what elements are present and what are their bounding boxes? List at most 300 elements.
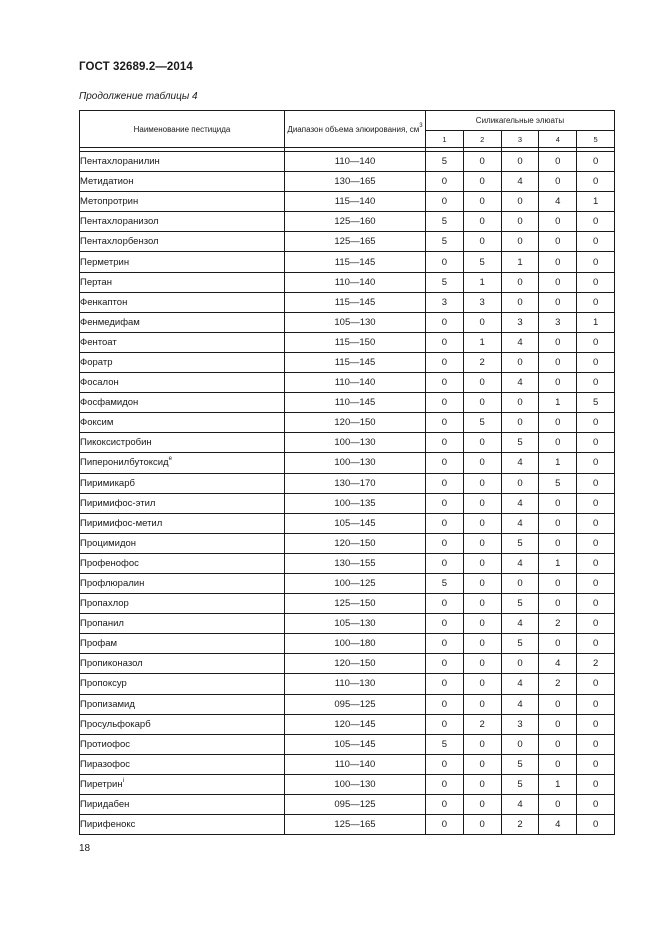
pesticide-name: Фоксим: [80, 417, 114, 429]
eluate-2-value: 0: [463, 674, 501, 694]
eluate-4-value: 1: [539, 393, 577, 413]
eluate-2-value: 0: [463, 634, 501, 654]
eluate-1-value: 0: [426, 192, 464, 212]
eluate-5-value: 0: [577, 734, 615, 754]
elution-range-cell: 110—140: [285, 272, 426, 292]
eluate-1-value: 5: [426, 272, 464, 292]
eluate-2-value: 3: [463, 292, 501, 312]
eluate-1-value: 0: [426, 493, 464, 513]
pesticide-name: Пиретрин: [80, 778, 123, 790]
eluate-4-value: 1: [539, 774, 577, 794]
eluate-3-value: 0: [501, 473, 539, 493]
eluate-3-value: 5: [501, 433, 539, 453]
eluate-3-value: 0: [501, 192, 539, 212]
column-header-eluate-5: 5: [577, 131, 615, 148]
table-row: [80, 795, 615, 815]
pesticide-name: Профам: [80, 638, 118, 650]
eluate-2-value: 0: [463, 774, 501, 794]
table-row: [80, 493, 615, 513]
elution-range-cell: 110—130: [285, 674, 426, 694]
eluate-4-value: 2: [539, 614, 577, 634]
table-row: [80, 553, 615, 573]
pesticide-name-cell: [80, 453, 285, 473]
eluate-2-value: 0: [463, 393, 501, 413]
eluate-2-value: 2: [463, 714, 501, 734]
eluate-5-value: 0: [577, 774, 615, 794]
pesticide-name: Профлюралин: [80, 578, 145, 590]
table-row: [80, 614, 615, 634]
eluate-4-value: 0: [539, 172, 577, 192]
table-row: [80, 192, 615, 212]
eluate-2-value: 0: [463, 734, 501, 754]
elution-range-cell: 100—130: [285, 774, 426, 794]
footnote-marker: i: [122, 777, 124, 784]
eluate-3-value: 0: [501, 272, 539, 292]
pesticide-name-cell: [80, 754, 285, 774]
pesticide-name-cell: [80, 292, 285, 312]
eluate-2-value: 0: [463, 453, 501, 473]
eluate-5-value: 0: [577, 232, 615, 252]
elution-range-cell: 115—140: [285, 192, 426, 212]
pesticide-name: Протиофос: [80, 738, 130, 750]
pesticide-name-cell: [80, 152, 285, 172]
eluate-5-value: 0: [577, 795, 615, 815]
eluate-1-value: 5: [426, 152, 464, 172]
eluate-1-value: 0: [426, 694, 464, 714]
eluate-5-value: 0: [577, 332, 615, 352]
eluate-4-value: 0: [539, 714, 577, 734]
table-row: [80, 413, 615, 433]
pesticide-name-cell: [80, 795, 285, 815]
table-row: [80, 634, 615, 654]
pesticide-name-cell: [80, 473, 285, 493]
eluate-2-value: 0: [463, 433, 501, 453]
eluate-2-value: 2: [463, 352, 501, 372]
eluate-1-value: 0: [426, 634, 464, 654]
eluate-3-value: 4: [501, 513, 539, 533]
elution-range-cell: 115—150: [285, 332, 426, 352]
pesticide-name-cell: [80, 654, 285, 674]
eluate-5-value: 5: [577, 393, 615, 413]
eluate-1-value: 0: [426, 433, 464, 453]
eluate-2-value: 0: [463, 654, 501, 674]
pesticide-name: Форатр: [80, 356, 113, 368]
eluate-3-value: 0: [501, 212, 539, 232]
pesticide-name-cell: [80, 393, 285, 413]
pesticide-name-cell: [80, 634, 285, 654]
eluate-1-value: 0: [426, 513, 464, 533]
pesticide-name: Пиримифос-этил: [80, 497, 156, 509]
eluate-5-value: 0: [577, 553, 615, 573]
column-header-eluate-1: 1: [426, 131, 464, 148]
eluate-4-value: 3: [539, 312, 577, 332]
elution-range-cell: 110—140: [285, 754, 426, 774]
eluate-4-value: 0: [539, 152, 577, 172]
table-row: [80, 594, 615, 614]
eluate-5-value: 0: [577, 292, 615, 312]
pesticide-name-cell: [80, 694, 285, 714]
eluate-1-value: 5: [426, 212, 464, 232]
table-row: [80, 533, 615, 553]
table-row: [80, 232, 615, 252]
eluate-1-value: 0: [426, 453, 464, 473]
pesticide-name-cell: [80, 553, 285, 573]
elution-range-cell: 125—150: [285, 594, 426, 614]
pesticide-name-cell: [80, 413, 285, 433]
eluate-4-value: 0: [539, 573, 577, 593]
eluate-5-value: 0: [577, 594, 615, 614]
eluate-5-value: 0: [577, 352, 615, 372]
eluate-3-value: 0: [501, 152, 539, 172]
pesticide-name: Пентахлорбензол: [80, 236, 159, 248]
eluate-4-value: 0: [539, 795, 577, 815]
table-row: [80, 774, 615, 794]
elution-range-cell: 100—135: [285, 493, 426, 513]
pesticide-name-cell: [80, 212, 285, 232]
table-row: [80, 252, 615, 272]
eluate-3-value: 4: [501, 553, 539, 573]
eluate-4-value: 0: [539, 292, 577, 312]
table-row: [80, 312, 615, 332]
elution-range-cell: 105—145: [285, 734, 426, 754]
pesticide-name: Пирифенокс: [80, 819, 136, 831]
eluate-1-value: 0: [426, 553, 464, 573]
eluate-2-value: 0: [463, 172, 501, 192]
eluate-1-value: 0: [426, 654, 464, 674]
eluate-2-value: 0: [463, 614, 501, 634]
eluate-4-value: 0: [539, 694, 577, 714]
pesticide-name: Метопротрин: [80, 196, 139, 208]
eluate-2-value: 0: [463, 533, 501, 553]
eluate-5-value: 0: [577, 172, 615, 192]
eluate-2-value: 5: [463, 252, 501, 272]
eluate-1-value: 0: [426, 172, 464, 192]
elution-range-cell: 120—150: [285, 413, 426, 433]
eluate-1-value: 0: [426, 533, 464, 553]
pesticide-name-cell: [80, 815, 285, 835]
document-code: ГОСТ 32689.2—2014: [79, 61, 193, 73]
eluate-3-value: 4: [501, 795, 539, 815]
pesticide-name-cell: [80, 172, 285, 192]
eluate-1-value: 0: [426, 815, 464, 835]
eluate-5-value: 0: [577, 373, 615, 393]
elution-range-cell: 115—145: [285, 252, 426, 272]
eluate-2-value: 1: [463, 332, 501, 352]
table-row: [80, 453, 615, 473]
pesticide-name-cell: [80, 433, 285, 453]
table-row: [80, 152, 615, 172]
table-row: [80, 352, 615, 372]
eluate-4-value: 0: [539, 232, 577, 252]
elution-range-cell: 115—145: [285, 292, 426, 312]
pesticide-name: Пропиконазол: [80, 658, 143, 670]
elution-range-cell: 120—145: [285, 714, 426, 734]
eluate-1-value: 0: [426, 413, 464, 433]
eluate-4-value: 0: [539, 352, 577, 372]
eluate-1-value: 0: [426, 473, 464, 493]
pesticide-name: Пропахлор: [80, 598, 129, 610]
eluate-3-value: 0: [501, 292, 539, 312]
eluate-2-value: 5: [463, 413, 501, 433]
pesticide-name-cell: [80, 734, 285, 754]
elution-range-cell: 130—155: [285, 553, 426, 573]
elution-range-cell: 115—145: [285, 352, 426, 372]
eluate-5-value: 1: [577, 312, 615, 332]
table-row: [80, 292, 615, 312]
eluate-2-value: 0: [463, 212, 501, 232]
table-row: [80, 573, 615, 593]
pesticide-name-cell: [80, 513, 285, 533]
eluate-5-value: 0: [577, 473, 615, 493]
eluate-1-value: 0: [426, 795, 464, 815]
eluate-1-value: 0: [426, 594, 464, 614]
elution-range-cell: 120—150: [285, 533, 426, 553]
pesticide-name: Пиримикарб: [80, 477, 135, 489]
eluate-5-value: 0: [577, 493, 615, 513]
table-row: [80, 212, 615, 232]
elution-range-cell: 125—160: [285, 212, 426, 232]
eluate-2-value: 0: [463, 573, 501, 593]
eluate-3-value: 0: [501, 393, 539, 413]
eluate-5-value: 0: [577, 614, 615, 634]
table-row: [80, 694, 615, 714]
eluate-2-value: 0: [463, 694, 501, 714]
eluate-2-value: 0: [463, 754, 501, 774]
table-row: [80, 674, 615, 694]
table-row: [80, 513, 615, 533]
table-row: [80, 473, 615, 493]
eluate-4-value: 0: [539, 332, 577, 352]
pesticide-name: Фенмедифам: [80, 316, 140, 328]
elution-range-cell: 100—130: [285, 433, 426, 453]
pesticide-name-cell: [80, 774, 285, 794]
eluate-2-value: 0: [463, 373, 501, 393]
eluate-4-value: 0: [539, 493, 577, 513]
elution-range-cell: 110—140: [285, 152, 426, 172]
eluate-2-value: 0: [463, 513, 501, 533]
eluate-5-value: 0: [577, 433, 615, 453]
pesticide-name-cell: [80, 614, 285, 634]
pesticide-name-cell: [80, 573, 285, 593]
eluate-3-value: 3: [501, 312, 539, 332]
eluate-5-value: 0: [577, 674, 615, 694]
eluate-2-value: 0: [463, 473, 501, 493]
eluate-5-value: 0: [577, 212, 615, 232]
eluate-2-value: 0: [463, 312, 501, 332]
eluate-5-value: 0: [577, 272, 615, 292]
pesticide-name-cell: [80, 594, 285, 614]
eluate-3-value: 4: [501, 373, 539, 393]
pesticide-name: Процимидон: [80, 537, 137, 549]
column-header-pesticide: Наименование пестицида: [80, 111, 285, 148]
table-row: [80, 734, 615, 754]
pesticide-name: Профенофос: [80, 557, 139, 569]
eluate-3-value: 1: [501, 252, 539, 272]
elution-range-cell: 110—145: [285, 393, 426, 413]
eluate-1-value: 0: [426, 312, 464, 332]
table-row: [80, 815, 615, 835]
eluate-5-value: 0: [577, 413, 615, 433]
eluate-5-value: 2: [577, 654, 615, 674]
eluate-5-value: 0: [577, 152, 615, 172]
eluate-2-value: 0: [463, 815, 501, 835]
eluate-3-value: 4: [501, 493, 539, 513]
eluate-3-value: 4: [501, 332, 539, 352]
eluate-3-value: 2: [501, 815, 539, 835]
eluate-1-value: 0: [426, 714, 464, 734]
table-row: [80, 332, 615, 352]
table-row: [80, 754, 615, 774]
pesticide-name: Пропоксур: [80, 678, 127, 690]
pesticide-name-cell: [80, 493, 285, 513]
eluate-4-value: 4: [539, 192, 577, 212]
eluate-3-value: 0: [501, 734, 539, 754]
column-header-range-unit: 3: [419, 122, 423, 129]
table-row: [80, 272, 615, 292]
eluate-2-value: 0: [463, 152, 501, 172]
table-row: [80, 714, 615, 734]
elution-range-cell: 100—130: [285, 453, 426, 473]
eluate-3-value: 3: [501, 714, 539, 734]
eluate-4-value: 1: [539, 553, 577, 573]
pesticide-name-cell: [80, 192, 285, 212]
eluate-5-value: 0: [577, 634, 615, 654]
pesticide-name: Фосфамидон: [80, 397, 139, 409]
eluate-3-value: 4: [501, 453, 539, 473]
eluate-1-value: 5: [426, 734, 464, 754]
footnote-marker: е: [168, 456, 172, 463]
eluate-3-value: 4: [501, 694, 539, 714]
eluate-3-value: 5: [501, 634, 539, 654]
pesticide-name: Пиперонилбутоксид: [80, 457, 169, 469]
pesticide-name-cell: [80, 252, 285, 272]
pesticide-name: Перметрин: [80, 256, 130, 268]
column-header-eluate-2: 2: [463, 131, 501, 148]
eluate-3-value: 0: [501, 573, 539, 593]
eluate-5-value: 0: [577, 573, 615, 593]
eluate-4-value: 0: [539, 272, 577, 292]
eluate-3-value: 5: [501, 533, 539, 553]
eluate-4-value: 0: [539, 433, 577, 453]
eluate-5-value: 0: [577, 453, 615, 473]
table-body: [80, 148, 615, 835]
eluate-2-value: 0: [463, 553, 501, 573]
pesticide-name: Пиразофос: [80, 758, 130, 770]
eluate-4-value: 0: [539, 734, 577, 754]
pesticide-name: Пертан: [80, 276, 112, 288]
table-caption: Продолжение таблицы 4: [79, 91, 198, 102]
eluate-1-value: 0: [426, 352, 464, 372]
pesticide-name: Пропанил: [80, 618, 124, 630]
eluate-1-value: 0: [426, 373, 464, 393]
eluate-1-value: 3: [426, 292, 464, 312]
eluate-1-value: 0: [426, 332, 464, 352]
column-header-eluate-3: 3: [501, 131, 539, 148]
pesticide-name: Пикоксистробин: [80, 437, 152, 449]
eluate-5-value: 0: [577, 815, 615, 835]
eluate-4-value: 0: [539, 634, 577, 654]
elution-range-cell: 095—125: [285, 795, 426, 815]
table-row: [80, 172, 615, 192]
eluate-4-value: 0: [539, 594, 577, 614]
elution-range-cell: 125—165: [285, 815, 426, 835]
elution-range-cell: 130—165: [285, 172, 426, 192]
eluate-2-value: 0: [463, 232, 501, 252]
eluate-4-value: 0: [539, 413, 577, 433]
eluate-1-value: 0: [426, 774, 464, 794]
eluate-1-value: 5: [426, 232, 464, 252]
eluate-table: [79, 110, 615, 835]
eluate-3-value: 5: [501, 774, 539, 794]
eluate-4-value: 0: [539, 373, 577, 393]
table-row: [80, 433, 615, 453]
pesticide-name-cell: [80, 332, 285, 352]
eluate-1-value: 0: [426, 614, 464, 634]
eluate-3-value: 4: [501, 674, 539, 694]
elution-range-cell: 120—150: [285, 654, 426, 674]
page-number: 18: [79, 843, 91, 854]
eluate-3-value: 0: [501, 352, 539, 372]
elution-range-cell: 110—140: [285, 373, 426, 393]
pesticide-name: Пиримифос-метил: [80, 517, 163, 529]
pesticide-name: Фенкаптон: [80, 296, 128, 308]
eluate-2-value: 1: [463, 272, 501, 292]
eluate-3-value: 0: [501, 654, 539, 674]
elution-range-cell: 105—130: [285, 614, 426, 634]
elution-range-cell: 130—170: [285, 473, 426, 493]
eluate-5-value: 0: [577, 252, 615, 272]
pesticide-name-cell: [80, 674, 285, 694]
table-row: [80, 373, 615, 393]
eluate-1-value: 0: [426, 393, 464, 413]
pesticide-name-cell: [80, 232, 285, 252]
eluate-2-value: 0: [463, 493, 501, 513]
eluate-4-value: 1: [539, 453, 577, 473]
eluate-4-value: 4: [539, 815, 577, 835]
eluate-4-value: 0: [539, 533, 577, 553]
eluate-5-value: 0: [577, 513, 615, 533]
pesticide-name-cell: [80, 272, 285, 292]
pesticide-name: Фосалон: [80, 377, 119, 389]
eluate-5-value: 0: [577, 714, 615, 734]
pesticide-name: Метидатион: [80, 176, 134, 188]
eluate-2-value: 0: [463, 594, 501, 614]
eluate-4-value: 4: [539, 654, 577, 674]
eluate-5-value: 0: [577, 694, 615, 714]
eluate-3-value: 5: [501, 754, 539, 774]
elution-range-cell: 125—165: [285, 232, 426, 252]
eluate-2-value: 0: [463, 192, 501, 212]
eluate-3-value: 5: [501, 594, 539, 614]
pesticide-name-cell: [80, 533, 285, 553]
elution-range-cell: 105—130: [285, 312, 426, 332]
pesticide-name: Просульфокарб: [80, 718, 151, 730]
eluate-3-value: 0: [501, 413, 539, 433]
eluate-1-value: 0: [426, 252, 464, 272]
eluate-5-value: 0: [577, 754, 615, 774]
pesticide-name: Пентахлоранизол: [80, 216, 159, 228]
column-header-range: [285, 111, 426, 148]
eluate-4-value: 0: [539, 212, 577, 232]
column-group-header-eluates: Силикагельные элюаты: [426, 111, 615, 131]
elution-range-cell: 105—145: [285, 513, 426, 533]
elution-range-cell: 100—180: [285, 634, 426, 654]
pesticide-name: Пентахлоранилин: [80, 156, 160, 168]
eluate-4-value: 5: [539, 473, 577, 493]
eluate-4-value: 0: [539, 513, 577, 533]
eluate-4-value: 0: [539, 252, 577, 272]
eluate-5-value: 0: [577, 533, 615, 553]
